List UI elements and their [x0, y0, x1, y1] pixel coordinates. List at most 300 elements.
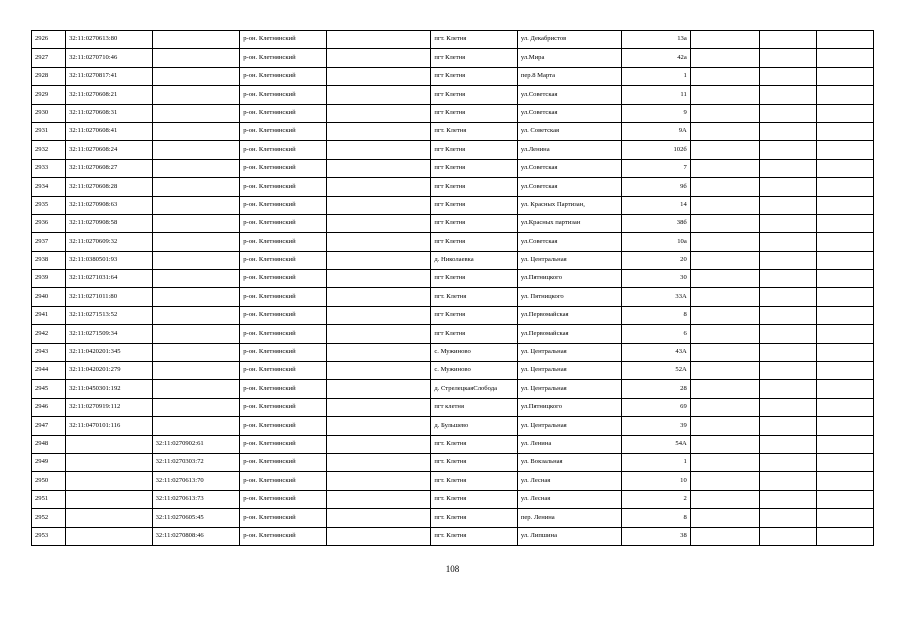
street-cell: ул. Лесная [517, 490, 622, 508]
blank-cell-cell [326, 490, 431, 508]
street-cell: ул. Лесная [517, 472, 622, 490]
cadastral-number-cell: 32:11:0271513:52 [66, 306, 152, 324]
house-number-cell: 20 [622, 251, 690, 269]
district-cell: р-он. Клетнянский [240, 306, 326, 324]
extra-cell-1-cell [690, 490, 759, 508]
row-number-cell: 2939 [32, 270, 66, 288]
cadastral-number-alt-cell [152, 325, 240, 343]
row-number-cell: 2928 [32, 67, 66, 85]
row-number-cell: 2949 [32, 453, 66, 471]
row-number-cell: 2950 [32, 472, 66, 490]
extra-cell-1-cell [690, 453, 759, 471]
blank-cell-cell [326, 343, 431, 361]
table-row [32, 122, 874, 140]
row-number-cell: 2941 [32, 306, 66, 324]
blank-cell-cell [326, 362, 431, 380]
house-number-cell: 13а [622, 31, 690, 49]
table-row [32, 214, 874, 232]
empty-cell [817, 527, 874, 545]
cadastral-number-cell: 32:11:0450301:192 [66, 380, 152, 398]
street-cell: ул.Ленина [517, 141, 622, 159]
house-number-cell: 30 [622, 270, 690, 288]
empty-cell [817, 435, 874, 453]
extra-cell-2-cell [760, 104, 817, 122]
cadastral-number-cell [66, 472, 152, 490]
cadastral-number-cell: 32:11:0470101:116 [66, 417, 152, 435]
cadastral-number-alt-cell [152, 141, 240, 159]
cadastral-number-alt-cell: 32:11:0270605:45 [152, 509, 240, 527]
empty-cell [817, 196, 874, 214]
table-row [32, 104, 874, 122]
street-cell: ул. Ленина [517, 435, 622, 453]
extra-cell-2-cell [760, 509, 817, 527]
table-row [32, 343, 874, 361]
street-cell: пер.8 Марта [517, 67, 622, 85]
cadastral-number-cell: 32:11:0420201:279 [66, 362, 152, 380]
district-cell: р-он. Клетнянский [240, 490, 326, 508]
row-number-cell: 2931 [32, 122, 66, 140]
extra-cell-1-cell [690, 288, 759, 306]
locality-cell: пгт. Клетня [431, 509, 517, 527]
extra-cell-1-cell [690, 435, 759, 453]
house-number-cell: 10 [622, 472, 690, 490]
house-number-cell: 39 [622, 417, 690, 435]
extra-cell-1-cell [690, 417, 759, 435]
row-number-cell: 2940 [32, 288, 66, 306]
locality-cell: пгт клетня [431, 398, 517, 416]
cadastral-number-alt-cell: 32:11:0270808:46 [152, 527, 240, 545]
house-number-cell: 6 [622, 325, 690, 343]
district-cell: р-он. Клетнянский [240, 122, 326, 140]
row-number-cell: 2947 [32, 417, 66, 435]
table-row [32, 178, 874, 196]
blank-cell-cell [326, 270, 431, 288]
cadastral-number-alt-cell [152, 380, 240, 398]
cadastral-number-alt-cell [152, 251, 240, 269]
locality-cell: пгт Клетня [431, 104, 517, 122]
locality-cell: д. СтрелецкаяСлобода [431, 380, 517, 398]
house-number-cell: 69 [622, 398, 690, 416]
house-number-cell: 28 [622, 380, 690, 398]
extra-cell-2-cell [760, 527, 817, 545]
cadastral-number-alt-cell: 32:11:0270613:70 [152, 472, 240, 490]
extra-cell-2-cell [760, 270, 817, 288]
locality-cell: пгт Клетня [431, 178, 517, 196]
street-cell: ул.Советская [517, 178, 622, 196]
empty-cell [817, 325, 874, 343]
locality-cell: пгт. Клетня [431, 435, 517, 453]
table-row [32, 233, 874, 251]
blank-cell-cell [326, 435, 431, 453]
table-row [32, 527, 874, 545]
blank-cell-cell [326, 49, 431, 67]
row-number-cell: 2933 [32, 159, 66, 177]
row-number-cell: 2953 [32, 527, 66, 545]
locality-cell: пгт Клетня [431, 159, 517, 177]
extra-cell-2-cell [760, 141, 817, 159]
street-cell: ул. Пятницкого [517, 288, 622, 306]
extra-cell-1-cell [690, 159, 759, 177]
cadastral-number-alt-cell [152, 306, 240, 324]
street-cell: ул. Вокзальная [517, 453, 622, 471]
empty-cell [817, 490, 874, 508]
empty-cell [817, 159, 874, 177]
locality-cell: пгт. Клетня [431, 527, 517, 545]
cadastral-number-alt-cell [152, 159, 240, 177]
blank-cell-cell [326, 453, 431, 471]
locality-cell: пгт Клетня [431, 233, 517, 251]
empty-cell [817, 141, 874, 159]
cadastral-number-cell: 32:11:0270608:24 [66, 141, 152, 159]
street-cell: ул.Советская [517, 159, 622, 177]
registry-table [31, 30, 874, 546]
extra-cell-1-cell [690, 214, 759, 232]
cadastral-number-cell: 32:11:0270908:58 [66, 214, 152, 232]
extra-cell-2-cell [760, 490, 817, 508]
street-cell: ул. Центральная [517, 380, 622, 398]
empty-cell [817, 49, 874, 67]
house-number-cell: 43А [622, 343, 690, 361]
cadastral-number-cell: 32:11:0270609:32 [66, 233, 152, 251]
cadastral-number-cell: 32:11:0270919:112 [66, 398, 152, 416]
extra-cell-1-cell [690, 67, 759, 85]
row-number-cell: 2935 [32, 196, 66, 214]
cadastral-number-alt-cell: 32:11:0270902:61 [152, 435, 240, 453]
row-number-cell: 2936 [32, 214, 66, 232]
blank-cell-cell [326, 306, 431, 324]
extra-cell-2-cell [760, 306, 817, 324]
street-cell: ул.Советская [517, 233, 622, 251]
house-number-cell: 9 [622, 104, 690, 122]
row-number-cell: 2946 [32, 398, 66, 416]
table-row [32, 325, 874, 343]
cadastral-number-cell: 32:11:0270710:46 [66, 49, 152, 67]
extra-cell-2-cell [760, 325, 817, 343]
extra-cell-2-cell [760, 288, 817, 306]
table-row [32, 435, 874, 453]
row-number-cell: 2934 [32, 178, 66, 196]
extra-cell-1-cell [690, 233, 759, 251]
house-number-cell: 8 [622, 306, 690, 324]
street-cell: ул.Пятницкого [517, 398, 622, 416]
house-number-cell: 33А [622, 288, 690, 306]
row-number-cell: 2932 [32, 141, 66, 159]
street-cell: ул. Центральная [517, 343, 622, 361]
street-cell: ул. Центральная [517, 362, 622, 380]
district-cell: р-он. Клетнянский [240, 141, 326, 159]
cadastral-number-cell: 32:11:0270817:41 [66, 67, 152, 85]
street-cell: ул.Мира [517, 49, 622, 67]
cadastral-number-cell [66, 453, 152, 471]
blank-cell-cell [326, 233, 431, 251]
row-number-cell: 2944 [32, 362, 66, 380]
empty-cell [817, 233, 874, 251]
cadastral-number-cell: 32:11:0270608:31 [66, 104, 152, 122]
table-row [32, 251, 874, 269]
extra-cell-1-cell [690, 196, 759, 214]
house-number-cell: 9А [622, 122, 690, 140]
street-cell: ул. Центральная [517, 417, 622, 435]
extra-cell-1-cell [690, 362, 759, 380]
locality-cell: пгт Клетня [431, 49, 517, 67]
extra-cell-1-cell [690, 398, 759, 416]
house-number-cell: 42а [622, 49, 690, 67]
extra-cell-2-cell [760, 31, 817, 49]
extra-cell-2-cell [760, 417, 817, 435]
cadastral-number-alt-cell [152, 214, 240, 232]
cadastral-number-cell: 32:11:0270613:80 [66, 31, 152, 49]
blank-cell-cell [326, 509, 431, 527]
street-cell: пер. Ленина [517, 509, 622, 527]
table-row [32, 417, 874, 435]
empty-cell [817, 509, 874, 527]
extra-cell-1-cell [690, 270, 759, 288]
locality-cell: пгт. Клетня [431, 122, 517, 140]
house-number-cell: 1 [622, 453, 690, 471]
extra-cell-2-cell [760, 196, 817, 214]
cadastral-number-alt-cell [152, 104, 240, 122]
table-row [32, 509, 874, 527]
locality-cell: пгт Клетня [431, 325, 517, 343]
street-cell: ул.Первомайская [517, 325, 622, 343]
extra-cell-2-cell [760, 233, 817, 251]
cadastral-number-alt-cell [152, 362, 240, 380]
district-cell: р-он. Клетнянский [240, 67, 326, 85]
house-number-cell: 54А [622, 435, 690, 453]
extra-cell-1-cell [690, 380, 759, 398]
table-row [32, 288, 874, 306]
empty-cell [817, 67, 874, 85]
district-cell: р-он. Клетнянский [240, 288, 326, 306]
district-cell: р-он. Клетнянский [240, 159, 326, 177]
street-cell: ул.Пятницкого [517, 270, 622, 288]
extra-cell-1-cell [690, 343, 759, 361]
table-row [32, 67, 874, 85]
table-row [32, 306, 874, 324]
locality-cell: д. Николаевка [431, 251, 517, 269]
empty-cell [817, 380, 874, 398]
locality-cell: пгт Клетня [431, 214, 517, 232]
blank-cell-cell [326, 159, 431, 177]
page-number: 108 [445, 564, 460, 574]
extra-cell-1-cell [690, 178, 759, 196]
district-cell: р-он. Клетнянский [240, 435, 326, 453]
extra-cell-1-cell [690, 325, 759, 343]
extra-cell-2-cell [760, 472, 817, 490]
street-cell: ул.Советская [517, 104, 622, 122]
empty-cell [817, 251, 874, 269]
district-cell: р-он. Клетнянский [240, 251, 326, 269]
cadastral-number-alt-cell: 32:11:0270303:72 [152, 453, 240, 471]
house-number-cell: 7 [622, 159, 690, 177]
locality-cell: пгт Клетня [431, 141, 517, 159]
cadastral-number-alt-cell [152, 122, 240, 140]
blank-cell-cell [326, 251, 431, 269]
cadastral-number-alt-cell [152, 67, 240, 85]
cadastral-number-alt-cell [152, 270, 240, 288]
locality-cell: с. Мужиново [431, 362, 517, 380]
cadastral-number-alt-cell [152, 398, 240, 416]
house-number-cell: 10а [622, 233, 690, 251]
district-cell: р-он. Клетнянский [240, 343, 326, 361]
district-cell: р-он. Клетнянский [240, 49, 326, 67]
district-cell: р-он. Клетнянский [240, 527, 326, 545]
row-number-cell: 2943 [32, 343, 66, 361]
row-number-cell: 2948 [32, 435, 66, 453]
empty-cell [817, 288, 874, 306]
district-cell: р-он. Клетнянский [240, 270, 326, 288]
cadastral-number-alt-cell [152, 343, 240, 361]
table-row [32, 49, 874, 67]
extra-cell-1-cell [690, 49, 759, 67]
extra-cell-2-cell [760, 49, 817, 67]
blank-cell-cell [326, 214, 431, 232]
cadastral-number-alt-cell [152, 31, 240, 49]
empty-cell [817, 178, 874, 196]
district-cell: р-он. Клетнянский [240, 472, 326, 490]
cadastral-number-cell: 32:11:0270608:27 [66, 159, 152, 177]
row-number-cell: 2926 [32, 31, 66, 49]
cadastral-number-cell [66, 435, 152, 453]
row-number-cell: 2952 [32, 509, 66, 527]
district-cell: р-он. Клетнянский [240, 380, 326, 398]
table-row [32, 196, 874, 214]
district-cell: р-он. Клетнянский [240, 196, 326, 214]
row-number-cell: 2951 [32, 490, 66, 508]
extra-cell-1-cell [690, 122, 759, 140]
cadastral-number-cell: 32:11:0271031:64 [66, 270, 152, 288]
empty-cell [817, 362, 874, 380]
extra-cell-2-cell [760, 362, 817, 380]
extra-cell-2-cell [760, 122, 817, 140]
row-number-cell: 2942 [32, 325, 66, 343]
blank-cell-cell [326, 325, 431, 343]
blank-cell-cell [326, 417, 431, 435]
table-row [32, 472, 874, 490]
empty-cell [817, 31, 874, 49]
table-row [32, 380, 874, 398]
blank-cell-cell [326, 288, 431, 306]
house-number-cell: 38б [622, 214, 690, 232]
locality-cell: пгт. Клетня [431, 453, 517, 471]
district-cell: р-он. Клетнянский [240, 417, 326, 435]
row-number-cell: 2945 [32, 380, 66, 398]
cadastral-number-alt-cell [152, 178, 240, 196]
cadastral-number-cell: 32:11:0270608:41 [66, 122, 152, 140]
row-number-cell: 2937 [32, 233, 66, 251]
blank-cell-cell [326, 31, 431, 49]
street-cell: ул. Декабристов [517, 31, 622, 49]
table-row [32, 270, 874, 288]
empty-cell [817, 122, 874, 140]
cadastral-number-cell: 32:11:0380501:93 [66, 251, 152, 269]
extra-cell-2-cell [760, 435, 817, 453]
district-cell: р-он. Клетнянский [240, 398, 326, 416]
extra-cell-2-cell [760, 343, 817, 361]
blank-cell-cell [326, 380, 431, 398]
district-cell: р-он. Клетнянский [240, 362, 326, 380]
house-number-cell: 38 [622, 527, 690, 545]
district-cell: р-он. Клетнянский [240, 325, 326, 343]
cadastral-number-cell [66, 490, 152, 508]
extra-cell-1-cell [690, 251, 759, 269]
table-row [32, 398, 874, 416]
cadastral-number-cell: 32:11:0271509:34 [66, 325, 152, 343]
street-cell: ул.Первомайская [517, 306, 622, 324]
district-cell: р-он. Клетнянский [240, 214, 326, 232]
empty-cell [817, 398, 874, 416]
table-row [32, 141, 874, 159]
cadastral-number-alt-cell [152, 49, 240, 67]
extra-cell-1-cell [690, 31, 759, 49]
empty-cell [817, 214, 874, 232]
cadastral-number-cell: 32:11:0271011:80 [66, 288, 152, 306]
table-row [32, 31, 874, 49]
cadastral-number-cell [66, 509, 152, 527]
locality-cell: пгт Клетня [431, 270, 517, 288]
cadastral-number-alt-cell: 32:11:0270613:73 [152, 490, 240, 508]
locality-cell: пгт. Клетня [431, 472, 517, 490]
cadastral-number-alt-cell [152, 288, 240, 306]
blank-cell-cell [326, 104, 431, 122]
house-number-cell: 102б [622, 141, 690, 159]
locality-cell: пгт. Клетня [431, 288, 517, 306]
house-number-cell: 52А [622, 362, 690, 380]
empty-cell [817, 472, 874, 490]
empty-cell [817, 104, 874, 122]
blank-cell-cell [326, 67, 431, 85]
district-cell: р-он. Клетнянский [240, 178, 326, 196]
empty-cell [817, 417, 874, 435]
cadastral-number-cell: 32:11:0270608:21 [66, 86, 152, 104]
house-number-cell: 9б [622, 178, 690, 196]
district-cell: р-он. Клетнянский [240, 509, 326, 527]
cadastral-number-cell: 32:11:0270908:63 [66, 196, 152, 214]
extra-cell-1-cell [690, 306, 759, 324]
house-number-cell: 11 [622, 86, 690, 104]
row-number-cell: 2930 [32, 104, 66, 122]
extra-cell-2-cell [760, 380, 817, 398]
extra-cell-1-cell [690, 509, 759, 527]
empty-cell [817, 306, 874, 324]
cadastral-number-alt-cell [152, 233, 240, 251]
locality-cell: пгт Клетня [431, 306, 517, 324]
empty-cell [817, 270, 874, 288]
locality-cell: пгт Клетня [431, 86, 517, 104]
extra-cell-1-cell [690, 104, 759, 122]
cadastral-number-cell: 32:11:0420201:345 [66, 343, 152, 361]
blank-cell-cell [326, 196, 431, 214]
table-row [32, 362, 874, 380]
cadastral-number-cell: 32:11:0270608:28 [66, 178, 152, 196]
cadastral-number-alt-cell [152, 86, 240, 104]
table-row [32, 453, 874, 471]
extra-cell-2-cell [760, 214, 817, 232]
row-number-cell: 2929 [32, 86, 66, 104]
cadastral-number-alt-cell [152, 196, 240, 214]
locality-cell: пгт Клетня [431, 67, 517, 85]
district-cell: р-он. Клетнянский [240, 233, 326, 251]
blank-cell-cell [326, 122, 431, 140]
street-cell: ул. Красных Партизан, [517, 196, 622, 214]
extra-cell-2-cell [760, 67, 817, 85]
table-row [32, 159, 874, 177]
cadastral-number-cell [66, 527, 152, 545]
street-cell: ул. Липшина [517, 527, 622, 545]
extra-cell-2-cell [760, 159, 817, 177]
blank-cell-cell [326, 527, 431, 545]
empty-cell [817, 343, 874, 361]
